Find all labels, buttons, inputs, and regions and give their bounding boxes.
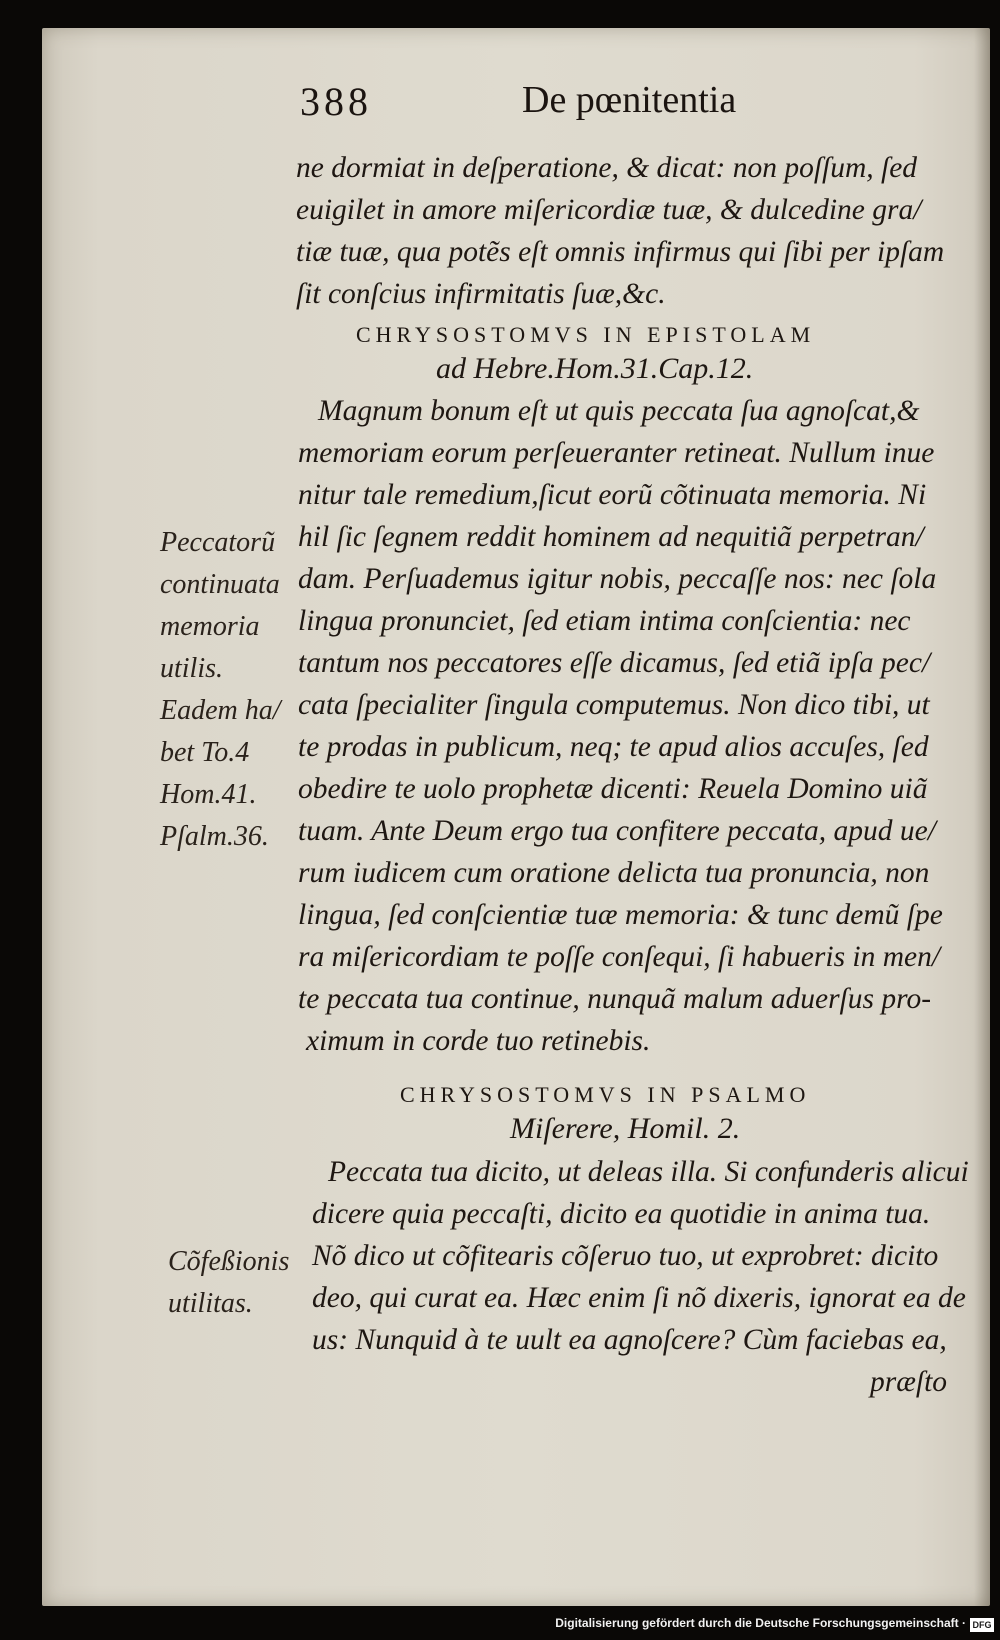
section-subheading: ad Hebre.Hom.31.Cap.12. — [436, 352, 754, 385]
text-line: te peccata tua continue, nunquã malum aduerſus pro- — [298, 983, 932, 1015]
text-line: Peccata tua dicito, ut deleas illa. Si confunderis alicui — [328, 1156, 969, 1188]
page-number: 388 — [300, 79, 372, 124]
text-line: ſit conſcius infirmitatis ſuæ,&c. — [296, 278, 666, 310]
margin-note: Peccatorũ — [160, 527, 276, 558]
margin-note: continuata — [160, 569, 280, 600]
text-line: nitur tale remedium,ſicut eorũ cõtinuata memoria. Ni — [298, 479, 927, 511]
text-line: Nõ dico ut cõfitearis cõſeruo tuo, ut exprobret: dicito — [312, 1240, 939, 1272]
margin-note: bet To.4 — [160, 737, 250, 768]
page-header — [300, 78, 760, 138]
text-line: Magnum bonum eſt ut quis peccata ſua agnoſcat,& — [318, 395, 920, 427]
text-line: deo, qui curat ea. Hæc enim ſi nõ dixeris, ignorat ea de — [312, 1282, 966, 1314]
margin-note: utilitas. — [168, 1288, 253, 1319]
margin-note: Cõfeßionis — [168, 1246, 290, 1277]
margin-note: Pſalm.36. — [160, 821, 269, 852]
section-heading: CHRYSOSTOMVS IN PSALMO — [400, 1082, 811, 1107]
margin-note: memoria — [160, 611, 260, 642]
text-line: lingua, ſed conſcientiæ tuæ memoria: & tunc demũ ſpe — [298, 899, 943, 931]
running-title: De pœnitentia — [522, 79, 737, 121]
margin-note: Eadem ha/ — [160, 695, 281, 726]
text-line: rum iudicem cum oratione delicta tua pronuncia, non — [298, 857, 930, 889]
text-line: obedire te uolo prophetæ dicenti: Reuela Domino uiã — [298, 773, 928, 805]
text-line: tiæ tuæ, qua potẽs eſt omnis infirmus qui ſibi per ipſam — [296, 236, 945, 268]
dfg-logo: DFG — [970, 1618, 994, 1632]
margin-note: Hom.41. — [160, 779, 257, 810]
text-line: dicere quia peccaſti, dicito ea quotidie in anima tua. — [312, 1198, 931, 1230]
text-line: us: Nunquid à te uult ea agnoſcere? Cùm faciebas ea, — [312, 1324, 947, 1356]
margin-note: utilis. — [160, 653, 224, 684]
page-edge-shadow — [974, 28, 990, 1606]
text-line: tuam. Ante Deum ergo tua confitere peccata, apud ue/ — [298, 815, 936, 847]
section-heading: CHRYSOSTOMVS IN EPISTOLAM — [356, 322, 816, 347]
catchword: præſto — [870, 1366, 948, 1398]
text-line: hil ſic ſegnem reddit hominem ad nequitiã perpetran/ — [298, 521, 924, 553]
text-line: euigilet in amore miſericordiæ tuæ, & dulcedine gra/ — [296, 194, 922, 226]
text-line: dam. Perſuademus igitur nobis, peccaſſe nos: nec ſola — [298, 563, 937, 595]
text-line: ximum in corde tuo retinebis. — [306, 1025, 651, 1057]
text-line: cata ſpecialiter ſingula computemus. Non dico tibi, ut — [298, 689, 930, 721]
footer-credit: Digitalisierung gefördert durch die Deutsche Forschungsgemeinschaft · — [555, 1616, 966, 1630]
text-line: te prodas in publicum, neq; te apud alios accuſes, ſed — [298, 731, 929, 763]
text-line: memoriam eorum perſeueranter retineat. Nullum inue — [298, 437, 935, 469]
text-line: ne dormiat in deſperatione, & dicat: non poſſum, ſed — [296, 152, 918, 184]
digitization-footer — [0, 1606, 1000, 1640]
text-line: tantum nos peccatores eſſe dicamus, ſed etiã ipſa pec/ — [298, 647, 931, 679]
section-subheading: Miſerere, Homil. 2. — [510, 1112, 741, 1145]
text-line: ra miſericordiam te poſſe conſequi, ſi habueris in men/ — [298, 941, 941, 973]
text-line: lingua pronunciet, ſed etiam intima conſcientia: nec — [298, 605, 911, 637]
